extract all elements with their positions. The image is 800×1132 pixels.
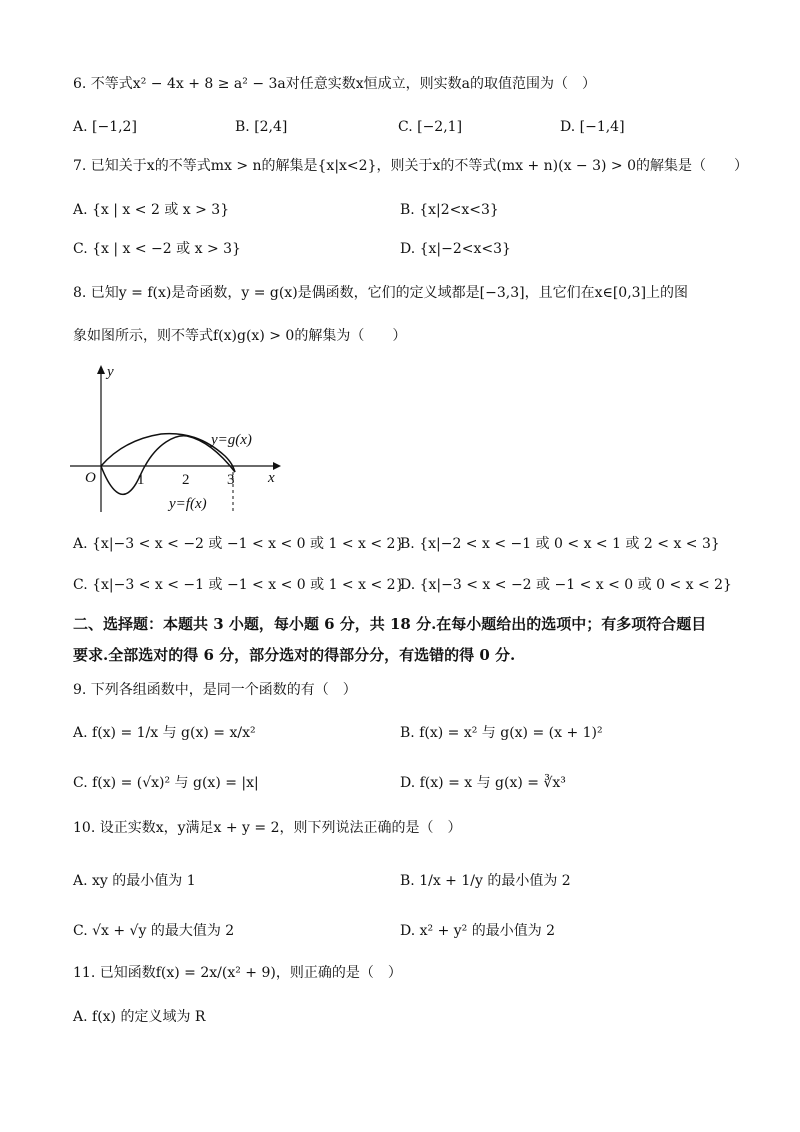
q10-option-a: A. xy 的最小值为 1 — [73, 873, 196, 889]
origin-label: O — [85, 470, 96, 486]
q8-option-a: A. {x|−3 < x < −2 或 −1 < x < 0 或 1 < x < 2} — [73, 536, 405, 552]
tick-2: 2 — [182, 472, 190, 488]
q7-stem: 7. 已知关于x的不等式mx > n的解集是{x|x<2}，则关于x的不等式(mx + n)(x − 3) > 0的解集是（ ） — [73, 158, 749, 174]
q6-option-a: A. [−1,2] — [73, 119, 137, 135]
x-axis-arrow — [273, 462, 281, 470]
function-graph — [65, 362, 285, 522]
q6-option-d: D. [−1,4] — [560, 119, 625, 135]
q8-stem-line2: 象如图所示，则不等式f(x)g(x) > 0的解集为（ ） — [73, 328, 407, 344]
q7-option-a: A. {x | x < 2 或 x > 3} — [73, 202, 230, 218]
y-axis-label: y — [107, 364, 114, 380]
tick-1: 1 — [137, 472, 145, 488]
q9-option-c: C. f(x) = (√x)² 与 g(x) = |x| — [73, 775, 259, 791]
q7-option-b: B. {x|2<x<3} — [400, 202, 499, 218]
q9-stem: 9. 下列各组函数中，是同一个函数的有（ ） — [73, 682, 357, 698]
q7-option-c: C. {x | x < −2 或 x > 3} — [73, 241, 241, 257]
q9-option-b: B. f(x) = x² 与 g(x) = (x + 1)² — [400, 725, 603, 741]
q11-option-a: A. f(x) 的定义域为 R — [73, 1009, 206, 1025]
q6-stem: 6. 不等式x² − 4x + 8 ≥ a² − 3a对任意实数x恒成立，则实数a的取值范围为（ ） — [73, 76, 597, 92]
q10-option-b: B. 1/x + 1/y 的最小值为 2 — [400, 873, 571, 889]
y-axis-arrow — [97, 365, 105, 374]
q11-stem: 11. 已知函数f(x) = 2x/(x² + 9)，则正确的是（ ） — [73, 965, 402, 981]
q10-option-d: D. x² + y² 的最小值为 2 — [400, 923, 556, 939]
q9-option-a: A. f(x) = 1/x 与 g(x) = x/x² — [73, 725, 256, 741]
q10-option-c: C. √x + √y 的最大值为 2 — [73, 923, 235, 939]
f-label: y=f(x) — [169, 496, 207, 512]
q7-option-d: D. {x|−2<x<3} — [400, 241, 511, 257]
tick-3: 3 — [227, 472, 235, 488]
q8-stem-line1: 8. 已知y = f(x)是奇函数，y = g(x)是偶函数，它们的定义域都是[−3,3]，且它们在x∈[0,3]上的图 — [73, 285, 689, 301]
section2-heading-line1: 二、选择题：本题共 3 小题，每小题 6 分，共 18 分.在每小题给出的选项中；有多项符合题目 — [73, 615, 707, 633]
g-label: y=g(x) — [211, 432, 252, 448]
q8-option-c: C. {x|−3 < x < −1 或 −1 < x < 0 或 1 < x < 2} — [73, 577, 405, 593]
q9-option-d: D. f(x) = x 与 g(x) = ∛x³ — [400, 775, 566, 791]
section2-heading-line2: 要求.全部选对的得 6 分，部分选对的得部分分，有选错的得 0 分. — [73, 646, 516, 664]
q8-option-d: D. {x|−3 < x < −2 或 −1 < x < 0 或 0 < x < 2} — [400, 577, 732, 593]
x-axis-label: x — [268, 470, 275, 486]
q8-option-b: B. {x|−2 < x < −1 或 0 < x < 1 或 2 < x < 3} — [400, 536, 720, 552]
q6-option-c: C. [−2,1] — [398, 119, 463, 135]
q6-option-b: B. [2,4] — [235, 119, 288, 135]
q10-stem: 10. 设正实数x，y满足x + y = 2，则下列说法正确的是（ ） — [73, 820, 462, 836]
